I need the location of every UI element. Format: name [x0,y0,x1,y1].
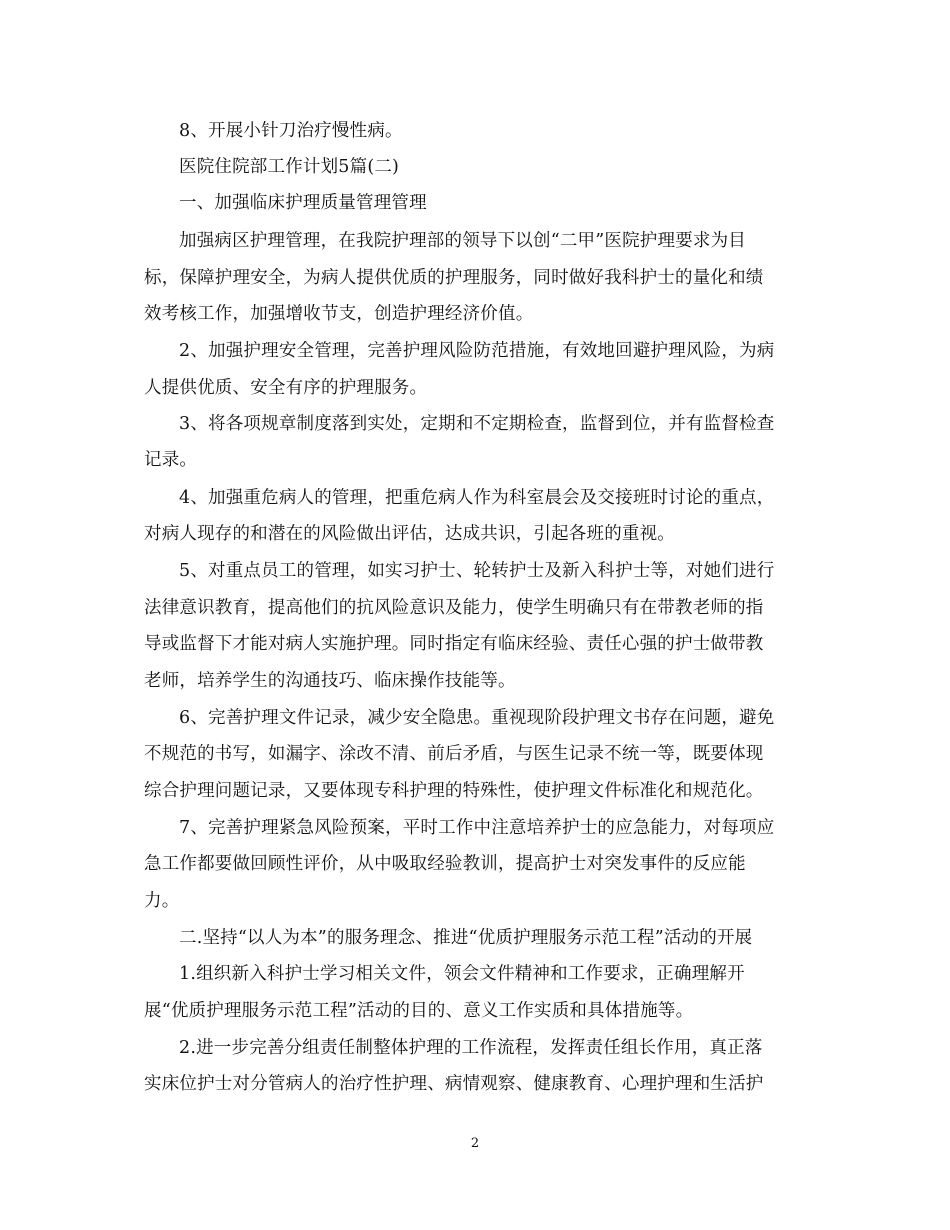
text-line: 综合护理问题记录，又要体现专科护理的特殊性，使护理文件标准化和规范化。 [144,781,764,801]
text-line: 5、对重点员工的管理，如实习护士、轮转护士及新入科护士等，对她们进行 [179,561,775,581]
text-line: 不规范的书写，如漏字、涂改不清、前后矛盾，与医生记录不统一等，既要体现 [144,744,764,764]
text-line: 2.进一步完善分组责任制整体护理的工作流程，发挥责任组长作用，真正落 [179,1038,763,1058]
text-line: 力。 [144,891,180,911]
text-line: 2、加强护理安全管理，完善护理风险防范措施，有效地回避护理风险，为病 [179,341,775,361]
section-heading: 医院住院部工作计划5篇(二) [179,157,400,177]
text-line: 实床位护士对分管病人的治疗性护理、病情观察、健康教育、心理护理和生活护 [144,1074,764,1094]
text-line: 老师，培养学生的沟通技巧、临床操作技能等。 [144,671,516,691]
text-line: 记录。 [144,450,198,470]
text-line: 导或监督下才能对病人实施护理。同时指定有临床经验、责任心强的护士做带教 [144,634,764,654]
text-line: 急工作都要做回顾性评价，从中吸取经验教训，提高护士对突发事件的反应能 [144,854,746,874]
text-line: 加强病区护理管理，在我院护理部的领导下以创“二甲”医院护理要求为目 [179,231,746,251]
text-line: 3、将各项规章制度落到实处，定期和不定期检查，监督到位，并有监督检查 [179,414,775,434]
text-line: 标，保障护理安全，为病人提供优质的护理服务，同时做好我科护士的量化和绩 [144,268,764,288]
section-heading: 一、加强临床护理质量管理管理 [179,193,427,213]
text-line: 6、完善护理文件记录，减少安全隐患。重视现阶段护理文书存在问题，避免 [179,708,775,728]
section-heading: 二.坚持“以人为本”的服务理念、推进“优质护理服务示范工程”活动的开展 [179,928,753,948]
text-line: 展“优质护理服务示范工程”活动的目的、意义工作实质和具体措施等。 [144,1001,694,1021]
text-line: 对病人现存的和潜在的风险做出评估，达成共识，引起各班的重视。 [144,524,675,544]
text-line: 法律意识教育，提高他们的抗风险意识及能力，使学生明确只有在带教老师的指 [144,598,764,618]
text-line: 7、完善护理紧急风险预案，平时工作中注意培养护士的应急能力，对每项应 [179,818,775,838]
text-line: 4、加强重危病人的管理，把重危病人作为科室晨会及交接班时讨论的重点， [179,488,775,508]
text-line: 人提供优质、安全有序的护理服务。 [144,378,428,398]
text-line: 效考核工作，加强增收节支，创造护理经济价值。 [144,304,534,324]
page-number: 2 [470,1136,480,1151]
text-line: 1.组织新入科护士学习相关文件，领会文件精神和工作要求，正确理解开 [179,964,745,984]
text-line: 8、开展小针刀治疗慢性病。 [179,121,403,141]
